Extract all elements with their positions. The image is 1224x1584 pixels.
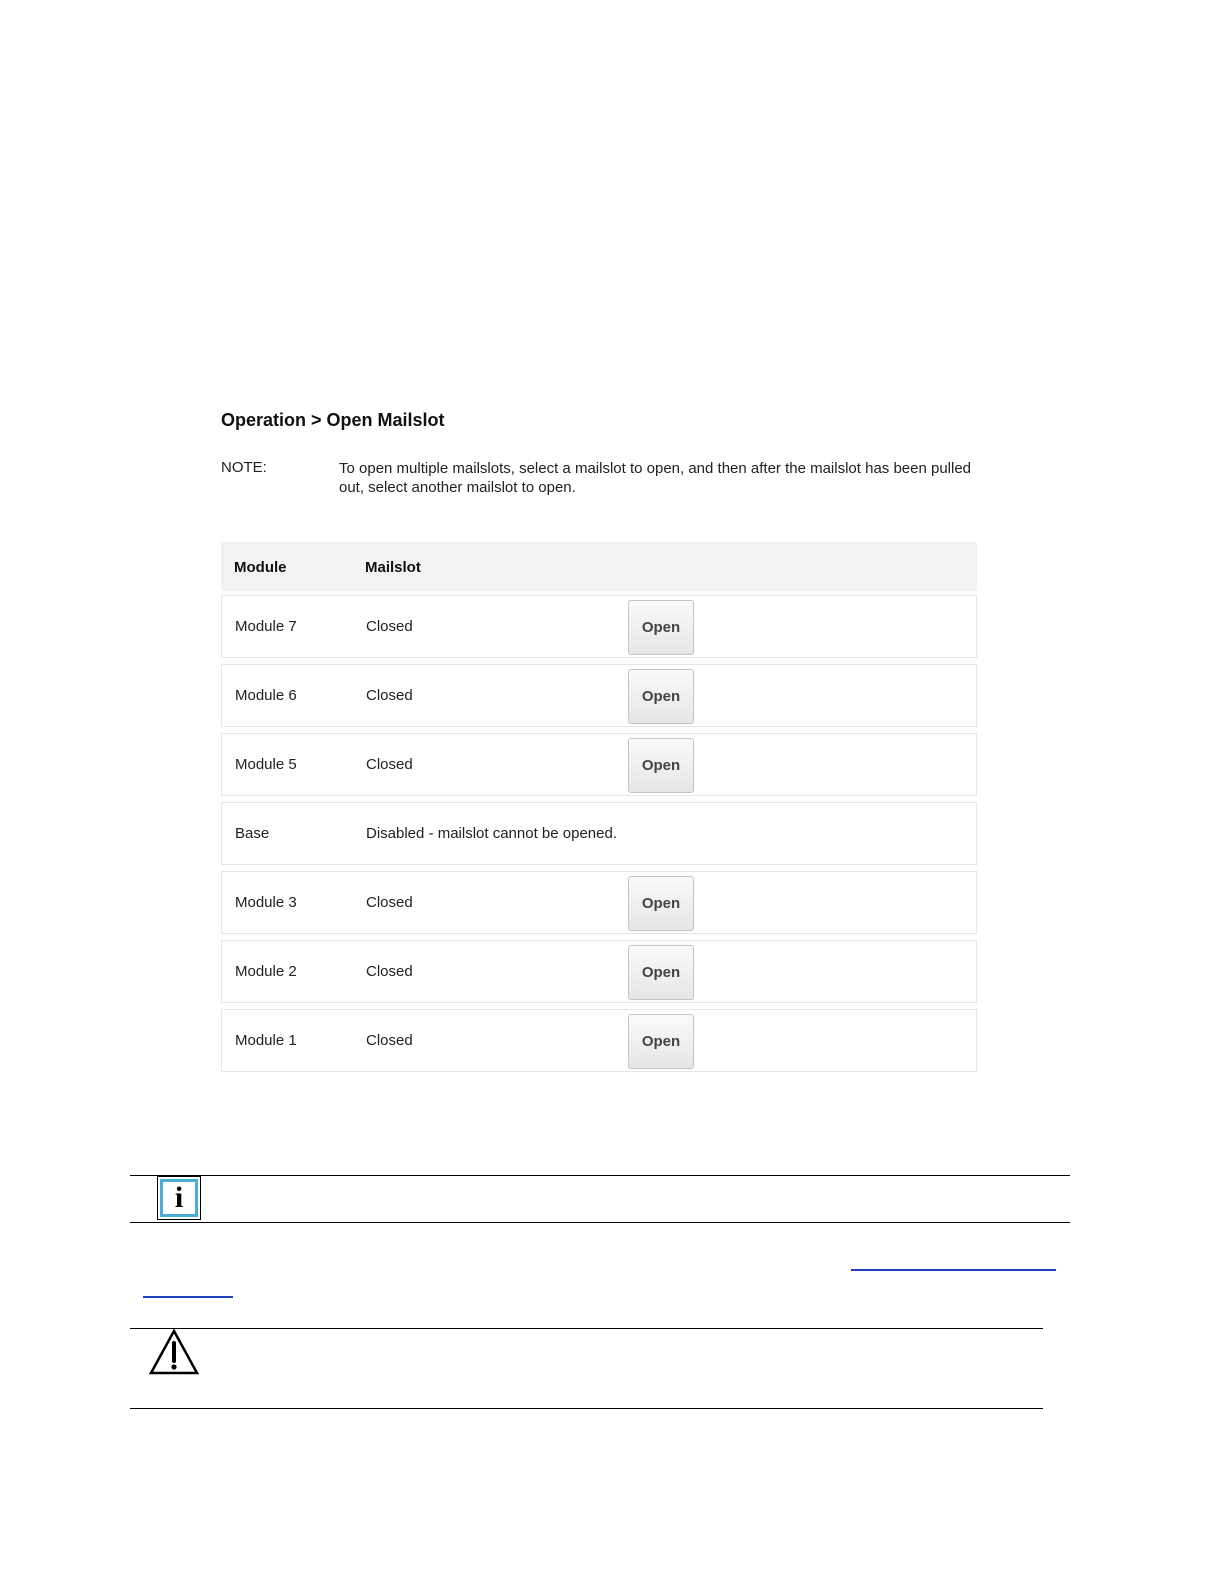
module-name: Module 6 <box>235 687 297 704</box>
table-row <box>221 802 977 865</box>
module-name: Base <box>235 825 270 842</box>
module-name: Module 1 <box>235 1032 297 1049</box>
mailslot-status: Disabled - mailslot cannot be opened. <box>366 825 617 842</box>
module-name: Module 3 <box>235 894 297 911</box>
note-text: To open multiple mailslots, select a mailslot to open, and then after the mailslot has been pulled out, select another mailslot to open. <box>339 460 972 496</box>
open-mailslot-button[interactable]: Open <box>628 876 694 931</box>
module-name: Module 7 <box>235 618 297 635</box>
open-mailslot-button[interactable]: Open <box>628 1014 694 1069</box>
module-name: Module 2 <box>235 963 297 980</box>
column-header-module: Module <box>234 559 287 576</box>
table-row <box>221 940 977 1003</box>
info-bottom-rule <box>130 1222 1070 1223</box>
table-row <box>221 664 977 727</box>
mailslot-status: Closed <box>366 963 413 980</box>
info-top-rule <box>130 1175 1070 1176</box>
mailslot-status: Closed <box>366 618 413 635</box>
module-name: Module 5 <box>235 756 297 773</box>
table-row <box>221 595 977 658</box>
info-icon <box>157 1176 201 1220</box>
caution-top-rule <box>130 1328 1043 1329</box>
mailslot-status: Closed <box>366 687 413 704</box>
mailslot-table <box>221 542 977 1078</box>
hyperlink-underline-continued[interactable] <box>143 1296 233 1298</box>
mailslot-status: Closed <box>366 894 413 911</box>
info-glyph: i <box>160 1179 198 1217</box>
page-title: Operation > Open Mailslot <box>221 410 445 430</box>
mailslot-status: Closed <box>366 756 413 773</box>
open-mailslot-button[interactable]: Open <box>628 600 694 655</box>
mailslot-status: Closed <box>366 1032 413 1049</box>
open-mailslot-button[interactable]: Open <box>628 669 694 724</box>
hyperlink-underline[interactable] <box>851 1269 1056 1271</box>
table-row <box>221 733 977 796</box>
note-label: NOTE: <box>221 459 267 476</box>
open-mailslot-button[interactable]: Open <box>628 738 694 793</box>
caution-bottom-rule <box>130 1408 1043 1409</box>
table-header <box>221 542 977 591</box>
column-header-mailslot: Mailslot <box>365 559 421 576</box>
open-mailslot-button[interactable]: Open <box>628 945 694 1000</box>
table-row <box>221 871 977 934</box>
table-row <box>221 1009 977 1072</box>
warning-icon <box>148 1328 200 1376</box>
